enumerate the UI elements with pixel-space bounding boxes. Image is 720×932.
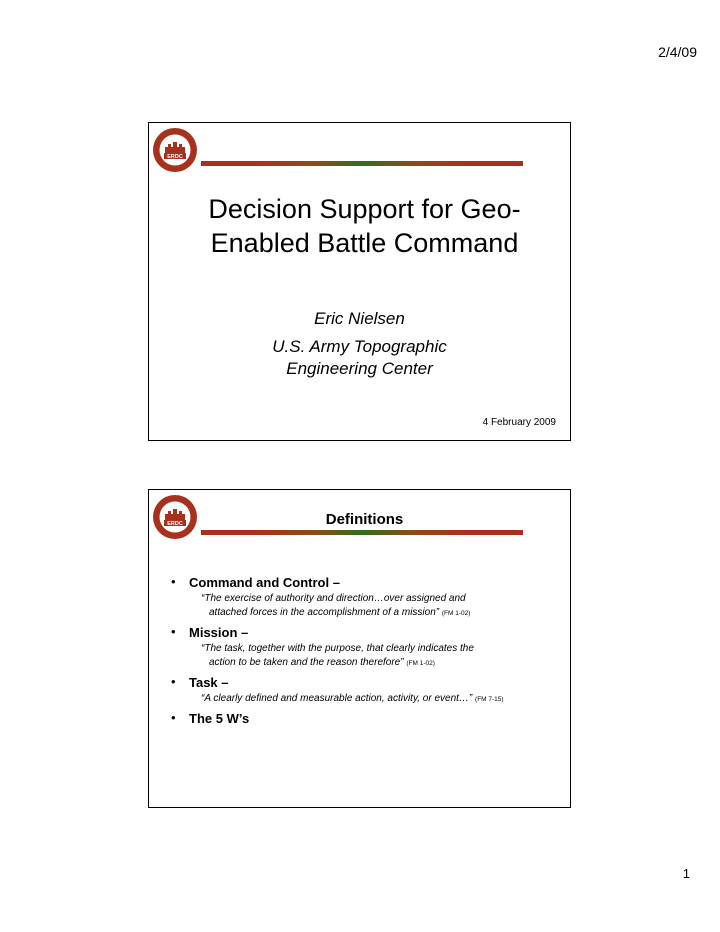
definition-quote: “The task, together with the purpose, that clearly indicates the action to be taken and the reason therefore” (FM 1-02) — [201, 643, 474, 668]
definition-term: Command and Control – — [189, 575, 340, 590]
bullet-icon: • — [171, 574, 176, 589]
logo-text: ERDC — [167, 154, 183, 160]
title-slide — [148, 122, 571, 441]
definition-quote: “The exercise of authority and direction…over assigned and attached forces in the accomplishment of a mission” (FM 1-02) — [201, 593, 471, 618]
erdc-logo — [152, 127, 198, 173]
definitions-title: Definitions — [325, 511, 404, 528]
presentation-date: 4 February 2009 — [482, 417, 556, 428]
citation: (FM 1-02) — [406, 660, 435, 667]
organization-line-1: U.S. Army Topographic — [272, 337, 447, 356]
definitions-list — [171, 574, 560, 728]
definition-quote: “A clearly defined and measurable action, activity, or event…” (FM 7-15) — [201, 693, 504, 704]
definition-term: The 5 W’s — [189, 711, 250, 726]
author-name: Eric Nielsen — [314, 309, 405, 328]
bullet-icon: • — [171, 624, 176, 639]
organization — [149, 336, 570, 380]
header-gradient-bar — [201, 530, 523, 535]
list-item — [171, 624, 560, 671]
organization-line-2: Engineering Center — [286, 359, 433, 378]
logo-text: ERDC — [167, 521, 183, 527]
slide-title-line-2: Enabled Battle Command — [210, 228, 519, 258]
bullet-icon: • — [171, 674, 176, 689]
header-gradient-bar — [201, 161, 523, 166]
bullet-icon: • — [171, 710, 176, 725]
definition-term: Task – — [189, 675, 229, 690]
definition-term: Mission – — [189, 625, 249, 640]
header-date: 2/4/09 — [658, 44, 697, 60]
page-number: 1 — [682, 866, 690, 881]
citation: (FM 7-15) — [475, 696, 504, 703]
list-item — [171, 674, 560, 707]
definitions-slide — [148, 489, 571, 808]
list-item — [171, 574, 560, 621]
slide-title-line-1: Decision Support for Geo- — [208, 194, 521, 224]
slide-title — [149, 192, 570, 260]
list-item — [171, 710, 560, 728]
citation: (FM 1-02) — [441, 610, 471, 617]
